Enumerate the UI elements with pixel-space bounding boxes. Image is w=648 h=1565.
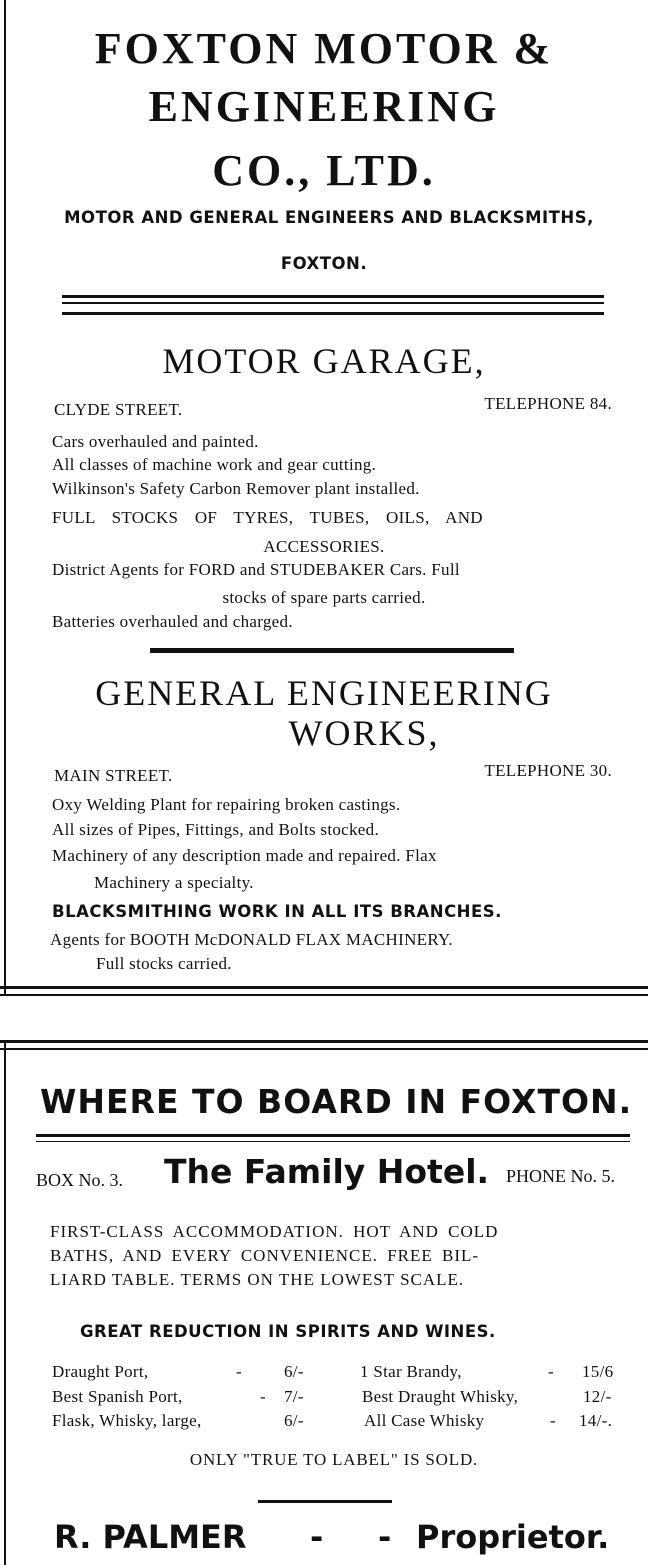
- garage-line: Cars overhauled and painted.: [52, 432, 259, 451]
- company-tagline: MOTOR AND GENERAL ENGINEERS AND BLACKSMITHS,: [64, 208, 594, 227]
- price-value: 15/6: [582, 1362, 614, 1381]
- price-item: Draught Port,: [52, 1362, 149, 1381]
- ad-bottom-rule: [0, 986, 648, 989]
- price-item: Flask, Whisky, large,: [52, 1411, 202, 1430]
- price-value: 12/-: [583, 1387, 612, 1406]
- works-line: Machinery a specialty.: [94, 873, 254, 892]
- ad-left-border: [4, 1040, 6, 1565]
- ad-bottom-rule: [0, 994, 648, 996]
- price-item: 1 Star Brandy,: [360, 1362, 462, 1381]
- works-agents-line: Full stocks carried.: [96, 954, 232, 973]
- company-town: FOXTON.: [280, 254, 368, 273]
- garage-street: CLYDE STREET.: [54, 400, 183, 419]
- heading-underline: [36, 1141, 630, 1142]
- works-line: Machinery of any description made and repaired. Flax: [52, 846, 437, 865]
- accommodation-line: LIARD TABLE. TERMS ON THE LOWEST SCALE.: [50, 1270, 465, 1289]
- motor-garage-heading: MOTOR GARAGE,: [162, 341, 486, 381]
- works-line: All sizes of Pipes, Fittings, and Bolts stocked.: [52, 820, 380, 839]
- price-value: 14/-.: [579, 1411, 613, 1430]
- board-heading: WHERE TO BOARD IN FOXTON.: [40, 1082, 633, 1121]
- price-value: 7/-: [284, 1387, 304, 1406]
- accommodation-line: BATHS, AND EVERY CONVENIENCE. FREE BIL-: [50, 1246, 480, 1265]
- section-divider: [150, 648, 514, 653]
- heading-underline: [36, 1134, 630, 1137]
- garage-stocks-line: FULL STOCKS OF TYRES, TUBES, OILS, AND: [52, 508, 483, 527]
- garage-line: All classes of machine work and gear cutting.: [52, 455, 377, 474]
- divider-rule: [62, 312, 604, 315]
- garage-telephone: TELEPHONE 84.: [484, 394, 612, 413]
- proprietor-dash: -: [310, 1518, 324, 1556]
- engineering-works-heading: GENERAL ENGINEERING: [95, 673, 553, 713]
- price-value: 6/-: [284, 1362, 304, 1381]
- true-to-label-line: ONLY "TRUE TO LABEL" IS SOLD.: [189, 1450, 479, 1469]
- garage-batteries-line: Batteries overhauled and charged.: [52, 612, 293, 631]
- ad-top-rule: [0, 1040, 648, 1043]
- proprietor-name: R. PALMER: [54, 1518, 247, 1556]
- divider-rule: [62, 295, 604, 298]
- company-name-line3: CO., LTD.: [212, 146, 436, 195]
- price-item: Best Spanish Port,: [52, 1387, 183, 1406]
- box-number: BOX No. 3.: [36, 1170, 124, 1190]
- price-dash: -: [550, 1411, 556, 1430]
- garage-line: Wilkinson's Safety Carbon Remover plant installed.: [52, 479, 420, 498]
- accommodation-line: FIRST-CLASS ACCOMMODATION. HOT AND COLD: [50, 1222, 499, 1241]
- price-value: 6/-: [284, 1411, 304, 1430]
- garage-agents-line: stocks of spare parts carried.: [222, 588, 426, 607]
- ad-top-rule: [0, 1048, 648, 1050]
- hotel-name: The Family Hotel.: [164, 1152, 490, 1191]
- works-telephone: TELEPHONE 30.: [484, 761, 612, 780]
- divider-rule: [62, 302, 604, 304]
- price-dash: -: [260, 1387, 266, 1406]
- proprietor-divider: [258, 1500, 392, 1503]
- price-item: All Case Whisky: [364, 1411, 485, 1430]
- garage-agents-line: District Agents for FORD and STUDEBAKER Cars. Full: [52, 560, 460, 579]
- price-item: Best Draught Whisky,: [362, 1387, 519, 1406]
- reduction-line: GREAT REDUCTION IN SPIRITS AND WINES.: [80, 1322, 496, 1341]
- works-street: MAIN STREET.: [54, 766, 173, 785]
- blacksmithing-line: BLACKSMITHING WORK IN ALL ITS BRANCHES.: [52, 902, 502, 921]
- price-dash: -: [236, 1362, 242, 1381]
- company-name-line2: ENGINEERING: [148, 82, 500, 131]
- engineering-works-heading: WORKS,: [288, 713, 440, 753]
- works-agents-line: Agents for BOOTH McDONALD FLAX MACHINERY.: [50, 930, 453, 949]
- garage-stocks-line: ACCESSORIES.: [263, 537, 385, 556]
- company-name-line1: FOXTON MOTOR &: [94, 24, 554, 73]
- works-line: Oxy Welding Plant for repairing broken castings.: [52, 795, 401, 814]
- proprietor-title: Proprietor.: [416, 1518, 610, 1556]
- hotel-phone: PHONE No. 5.: [506, 1166, 616, 1186]
- price-dash: -: [548, 1362, 554, 1381]
- proprietor-dash: -: [378, 1518, 392, 1556]
